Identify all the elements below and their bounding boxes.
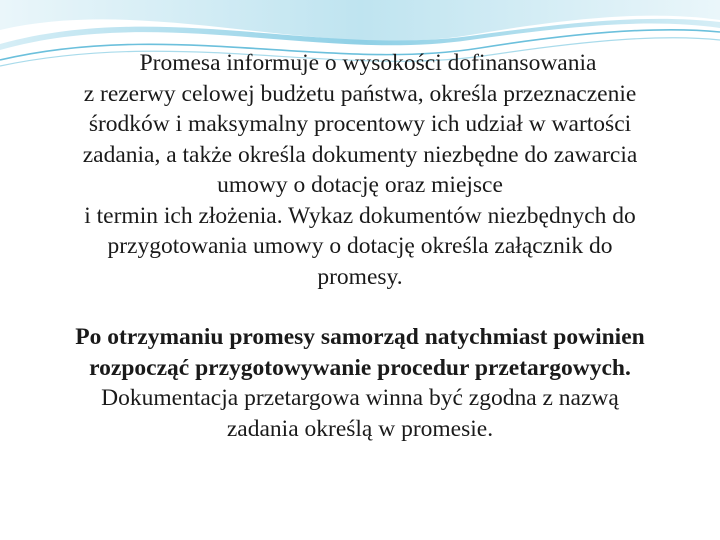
text-line: przygotowania umowy o dotację określa załącznik do [107,233,613,259]
text-line: Promesa informuje o wysokości dofinansowania [139,50,597,76]
text-line: zadania określą w promesie. [226,415,494,442]
text-line: umowy o dotację oraz miejsce [217,172,503,198]
text-line: zadania, a także określa dokumenty niezbędne do zawarcia [82,141,638,168]
bold-text-line: Po otrzymaniu promesy samorząd natychmiast powinien [75,324,645,350]
paragraph-promesa-description [10,48,710,292]
text-line: środków i maksymalny procentowy ich udział w wartości [88,111,632,137]
text-line: Dokumentacja przetargowa winna być zgodna z nazwą [101,385,619,411]
text-line: promesy. [317,263,403,290]
text-line: i termin ich złożenia. Wykaz dokumentów niezbędnych do [84,202,636,229]
text-line: z rezerwy celowej budżetu państwa, określa przeznaczenie [83,80,637,107]
bold-text-line: rozpocząć przygotowywanie procedur przetargowych. [89,354,631,381]
paragraph-post-promesa-actions [0,322,720,444]
slide-content [0,48,720,444]
